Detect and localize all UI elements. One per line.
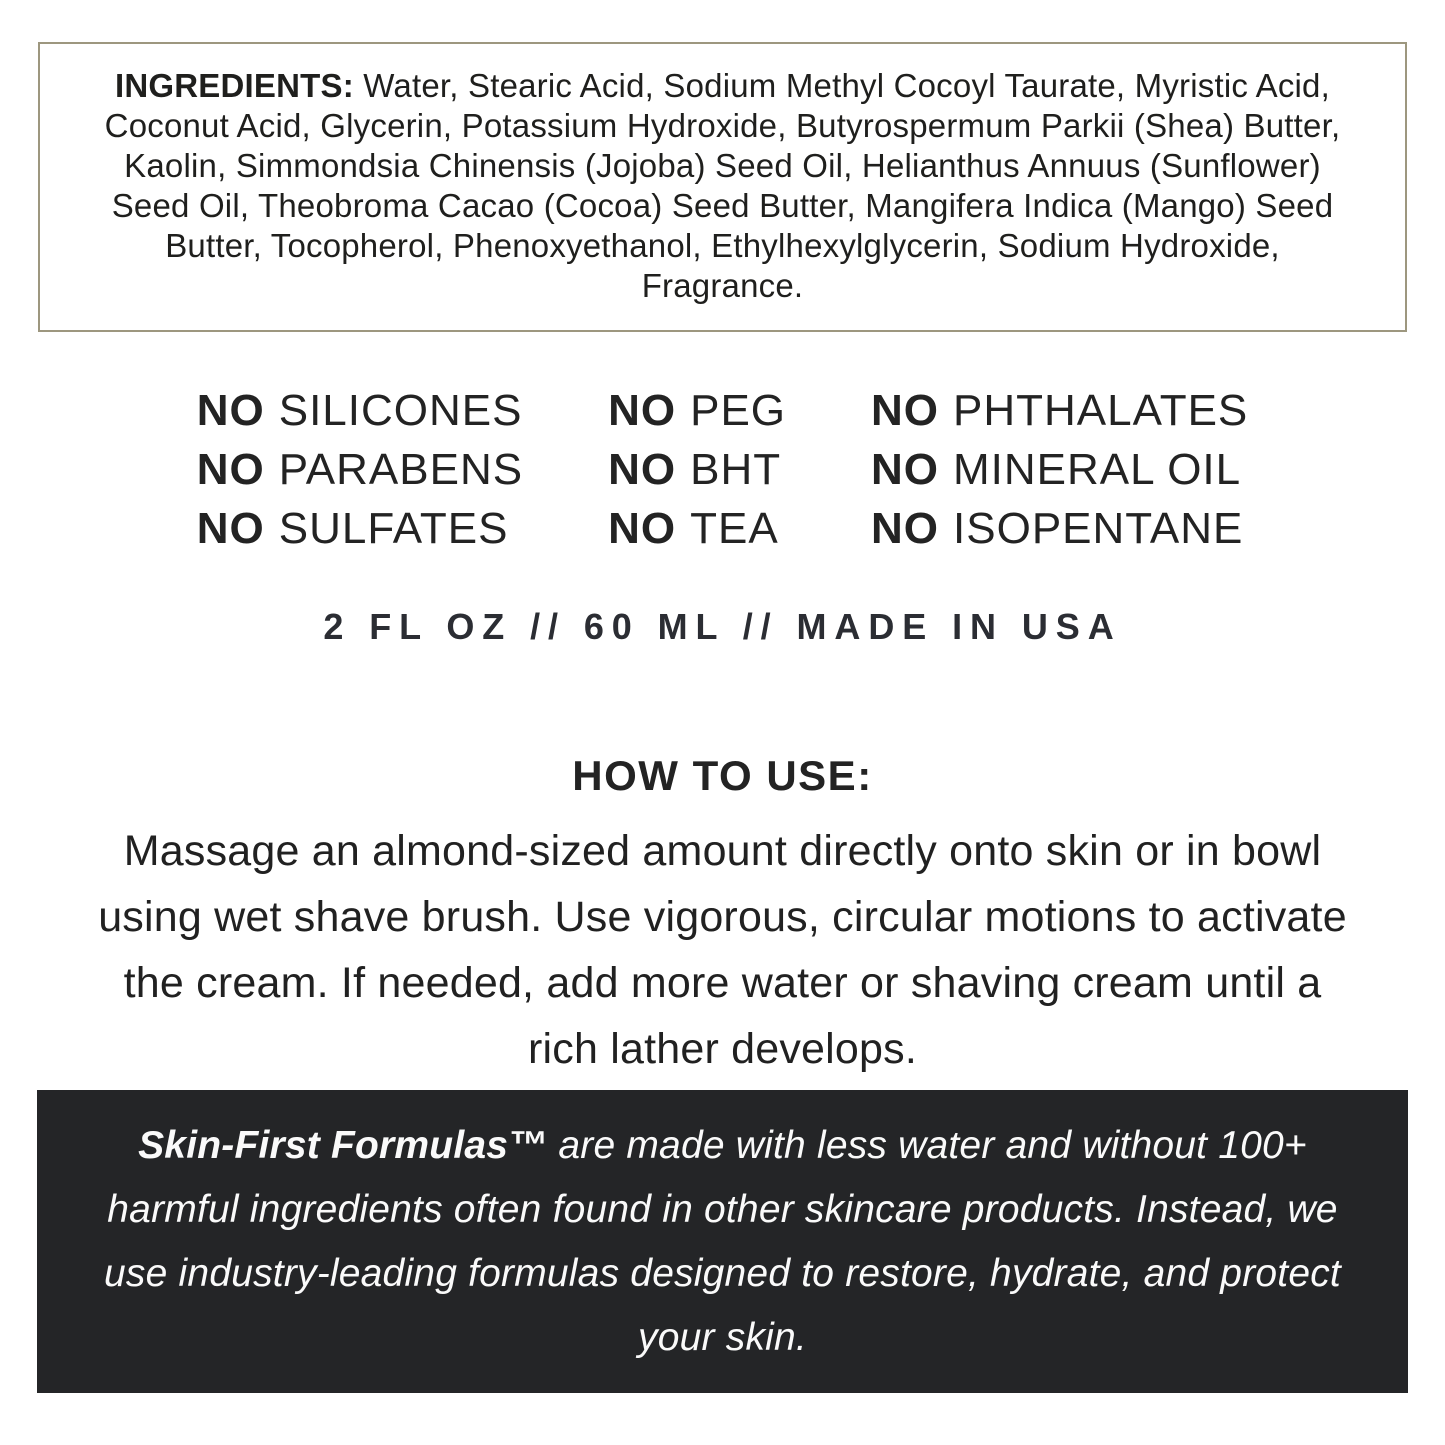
no-word: NO — [196, 386, 265, 435]
claim-phthalates — [871, 388, 1248, 434]
ingredients-paragraph — [82, 66, 1363, 306]
claims-column-2 — [608, 388, 786, 552]
claim-label: BHT — [690, 445, 782, 494]
no-word: NO — [196, 504, 265, 553]
claims-column-3 — [871, 388, 1248, 552]
no-word: NO — [608, 445, 677, 494]
banner-lead: Skin-First Formulas™ — [138, 1123, 548, 1167]
claim-mineral-oil — [871, 447, 1241, 493]
claim-parabens — [197, 447, 523, 493]
claim-label: ISOPENTANE — [953, 504, 1244, 553]
claim-label: SILICONES — [278, 386, 523, 435]
claims-column-1 — [197, 388, 523, 552]
ingredients-panel — [38, 42, 1407, 332]
no-word: NO — [608, 386, 677, 435]
claim-label: PHTHALATES — [953, 386, 1249, 435]
claim-isopentane — [871, 506, 1243, 552]
claim-bht — [608, 447, 781, 493]
how-to-use-heading: HOW TO USE: — [572, 752, 873, 799]
no-word: NO — [196, 445, 265, 494]
ingredients-label: INGREDIENTS: — [115, 67, 354, 104]
no-claims-grid — [0, 388, 1445, 552]
claim-label: PEG — [690, 386, 787, 435]
how-to-use-body: Massage an almond-sized amount directly onto skin or in bowl using wet shave brush. Use vigorous, circular motions to activate the cream. If needed, add more water or shaving cream until a rich lather develops. — [98, 827, 1347, 1073]
skin-first-banner — [37, 1090, 1408, 1393]
claim-label: SULFATES — [278, 504, 509, 553]
ingredients-list: Water, Stearic Acid, Sodium Methyl Cocoyl Taurate, Myristic Acid, Coconut Acid, Glycerin, Potassium Hydroxide, Butyrospermum Parkii (Shea) Butter, Kaolin, Simmondsia Chinensis (Jojoba) Seed Oil, Helianthus Annuus (Sunflower) Seed Oil, Theobroma Cacao (Cocoa) Seed Butter, Mangifera Indica (Mango) Seed Butter, Tocopherol, Phenoxyethanol, Ethylhexylglycerin, Sodium Hydroxide, Fragrance. — [104, 67, 1341, 304]
no-word: NO — [871, 504, 940, 553]
size-origin-line: 2 FL OZ // 60 ML // MADE IN USA — [323, 606, 1122, 647]
claim-label: TEA — [690, 504, 779, 553]
claim-silicones — [197, 388, 523, 434]
no-word: NO — [871, 445, 940, 494]
no-word: NO — [871, 386, 940, 435]
no-word: NO — [608, 504, 677, 553]
claim-peg — [608, 388, 786, 434]
claim-label: MINERAL OIL — [953, 445, 1242, 494]
banner-paragraph — [78, 1114, 1368, 1370]
claim-label: PARABENS — [278, 445, 524, 494]
banner-text: are made with less water and without 100+ harmful ingredients often found in other skincare products. Instead, we use industry-leading formulas designed to restore, hydrate, and protect your skin. — [104, 1123, 1341, 1359]
claim-sulfates — [197, 506, 509, 552]
claim-tea — [608, 506, 779, 552]
